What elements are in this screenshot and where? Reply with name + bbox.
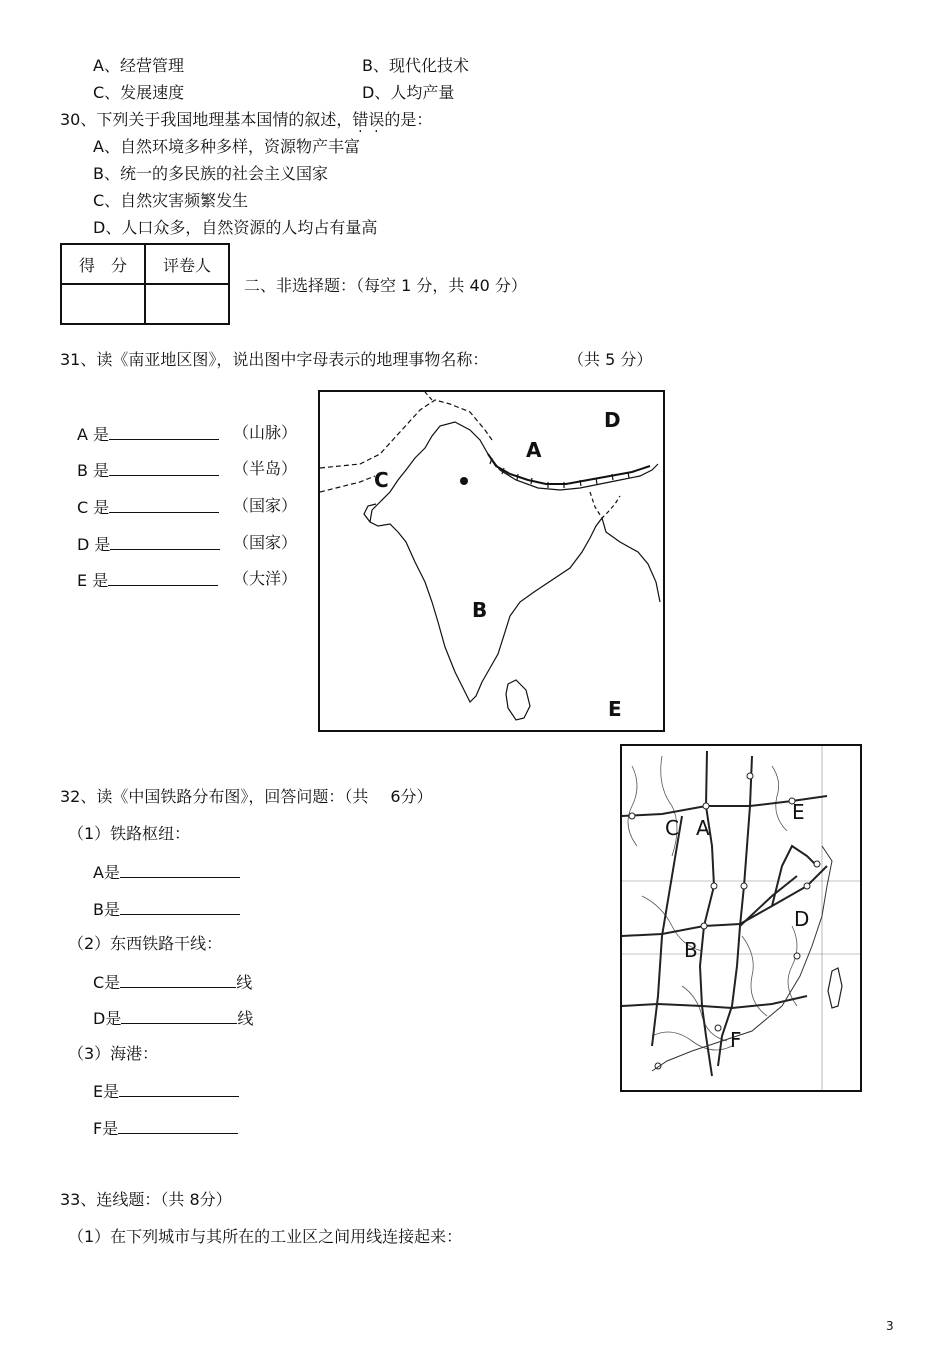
answer-blank[interactable] — [119, 1080, 239, 1097]
map-label-a: A — [526, 438, 542, 462]
grader-cell[interactable] — [145, 284, 229, 324]
q31-item-a — [77, 423, 219, 445]
grader-header: 评卷人 — [145, 244, 229, 284]
answer-blank[interactable] — [121, 1007, 237, 1024]
q32-item-label: B是 — [93, 900, 120, 919]
rail-map-label-d: D — [794, 907, 810, 931]
rail-map-label-b: B — [684, 938, 698, 962]
section2-title: 二、非选择题：（每空 1 分，共 40 分） — [244, 276, 527, 295]
rail-map-label-e: E — [792, 800, 805, 824]
map-label-c: C — [374, 468, 389, 492]
q32-stem-text: 32、读《中国铁路分布图》，回答问题：（共 — [60, 787, 369, 806]
q31-item-b — [77, 459, 219, 481]
south-asia-map-drawing — [320, 392, 663, 730]
q32-item-b — [93, 898, 240, 920]
q30-option-d: D、人口众多，自然资源的人均占有量高 — [93, 218, 378, 237]
q31-stem: 31、读《南亚地区图》，说出图中字母表示的地理事物名称： — [60, 350, 489, 369]
rail-map-label-f: F — [730, 1028, 742, 1052]
answer-blank[interactable] — [110, 533, 220, 550]
q30-stem-before: 30、下列关于我国地理基本国情的叙述， — [60, 110, 353, 129]
score-header: 得 分 — [61, 244, 145, 284]
answer-blank[interactable] — [108, 569, 218, 586]
q32-stem — [60, 787, 433, 807]
q32-item-f — [93, 1117, 238, 1139]
q33-stem: 33、连线题：（共 8分） — [60, 1190, 232, 1209]
q32-item-c — [93, 971, 252, 993]
q31-item-label: B 是 — [77, 461, 110, 480]
q31-item-label: C 是 — [77, 498, 110, 517]
q32-item-d — [93, 1007, 253, 1029]
q30-stem — [60, 110, 432, 130]
q32-item-label: A是 — [93, 863, 120, 882]
line-suffix: 线 — [236, 973, 253, 992]
q31-item-c-hint: （国家） — [233, 496, 298, 515]
q29-option-c: C、发展速度 — [93, 83, 185, 102]
q30-stem-after: 的是： — [384, 110, 433, 129]
q31-item-d-hint: （国家） — [233, 533, 298, 552]
q29-option-a: A、经营管理 — [93, 56, 184, 75]
answer-blank[interactable] — [109, 423, 219, 440]
q32-sub1: （1）铁路枢纽： — [68, 824, 191, 843]
rail-map-label-a: A — [696, 816, 710, 840]
answer-blank[interactable] — [120, 971, 236, 988]
q31-item-d — [77, 533, 220, 555]
q32-item-e — [93, 1080, 239, 1102]
q31-item-e — [77, 569, 218, 591]
q31-item-label: D 是 — [77, 535, 111, 554]
answer-blank[interactable] — [109, 496, 219, 513]
q31-item-b-hint: （半岛） — [233, 459, 298, 478]
capital-dot — [460, 477, 468, 485]
q31-item-label: A 是 — [77, 425, 110, 444]
answer-blank[interactable] — [118, 1117, 238, 1134]
q31-item-label: E 是 — [77, 571, 109, 590]
q29-option-b: B、现代化技术 — [362, 56, 469, 75]
q31-item-a-hint: （山脉） — [233, 423, 298, 442]
q32-item-label: D是 — [93, 1009, 122, 1028]
south-asia-map — [318, 390, 665, 732]
q30-option-c: C、自然灾害频繁发生 — [93, 191, 249, 210]
score-table — [60, 243, 230, 325]
q32-item-label: E是 — [93, 1082, 120, 1101]
map-label-e: E — [608, 697, 622, 721]
q29-option-d: D、人均产量 — [362, 83, 455, 102]
q32-sub3: （3）海港： — [68, 1044, 159, 1063]
q33-sub1: （1）在下列城市与其所在的工业区之间用线连接起来： — [68, 1227, 463, 1246]
q32-sub2: （2）东西铁路干线： — [68, 934, 223, 953]
q32-points: 6分） — [390, 787, 433, 806]
q32-item-a — [93, 861, 240, 883]
q31-item-c — [77, 496, 219, 518]
china-railway-map — [620, 744, 862, 1092]
map-label-d: D — [604, 408, 621, 432]
page-number: 3 — [886, 1319, 894, 1333]
answer-blank[interactable] — [120, 898, 240, 915]
rail-map-label-c: C — [665, 816, 679, 840]
q32-item-label: C是 — [93, 973, 121, 992]
q30-option-a: A、自然环境多种多样，资源物产丰富 — [93, 137, 360, 156]
score-cell[interactable] — [61, 284, 145, 324]
answer-blank[interactable] — [120, 861, 240, 878]
q30-emphasis-1: 错 — [352, 110, 369, 129]
q30-option-b: B、统一的多民族的社会主义国家 — [93, 164, 328, 183]
q32-item-label: F是 — [93, 1119, 119, 1138]
map-label-b: B — [472, 598, 488, 622]
q31-points: （共 5 分） — [568, 350, 653, 369]
q31-item-e-hint: （大洋） — [233, 569, 298, 588]
answer-blank[interactable] — [109, 459, 219, 476]
q30-emphasis-2: 误 — [368, 110, 385, 129]
line-suffix: 线 — [237, 1009, 254, 1028]
